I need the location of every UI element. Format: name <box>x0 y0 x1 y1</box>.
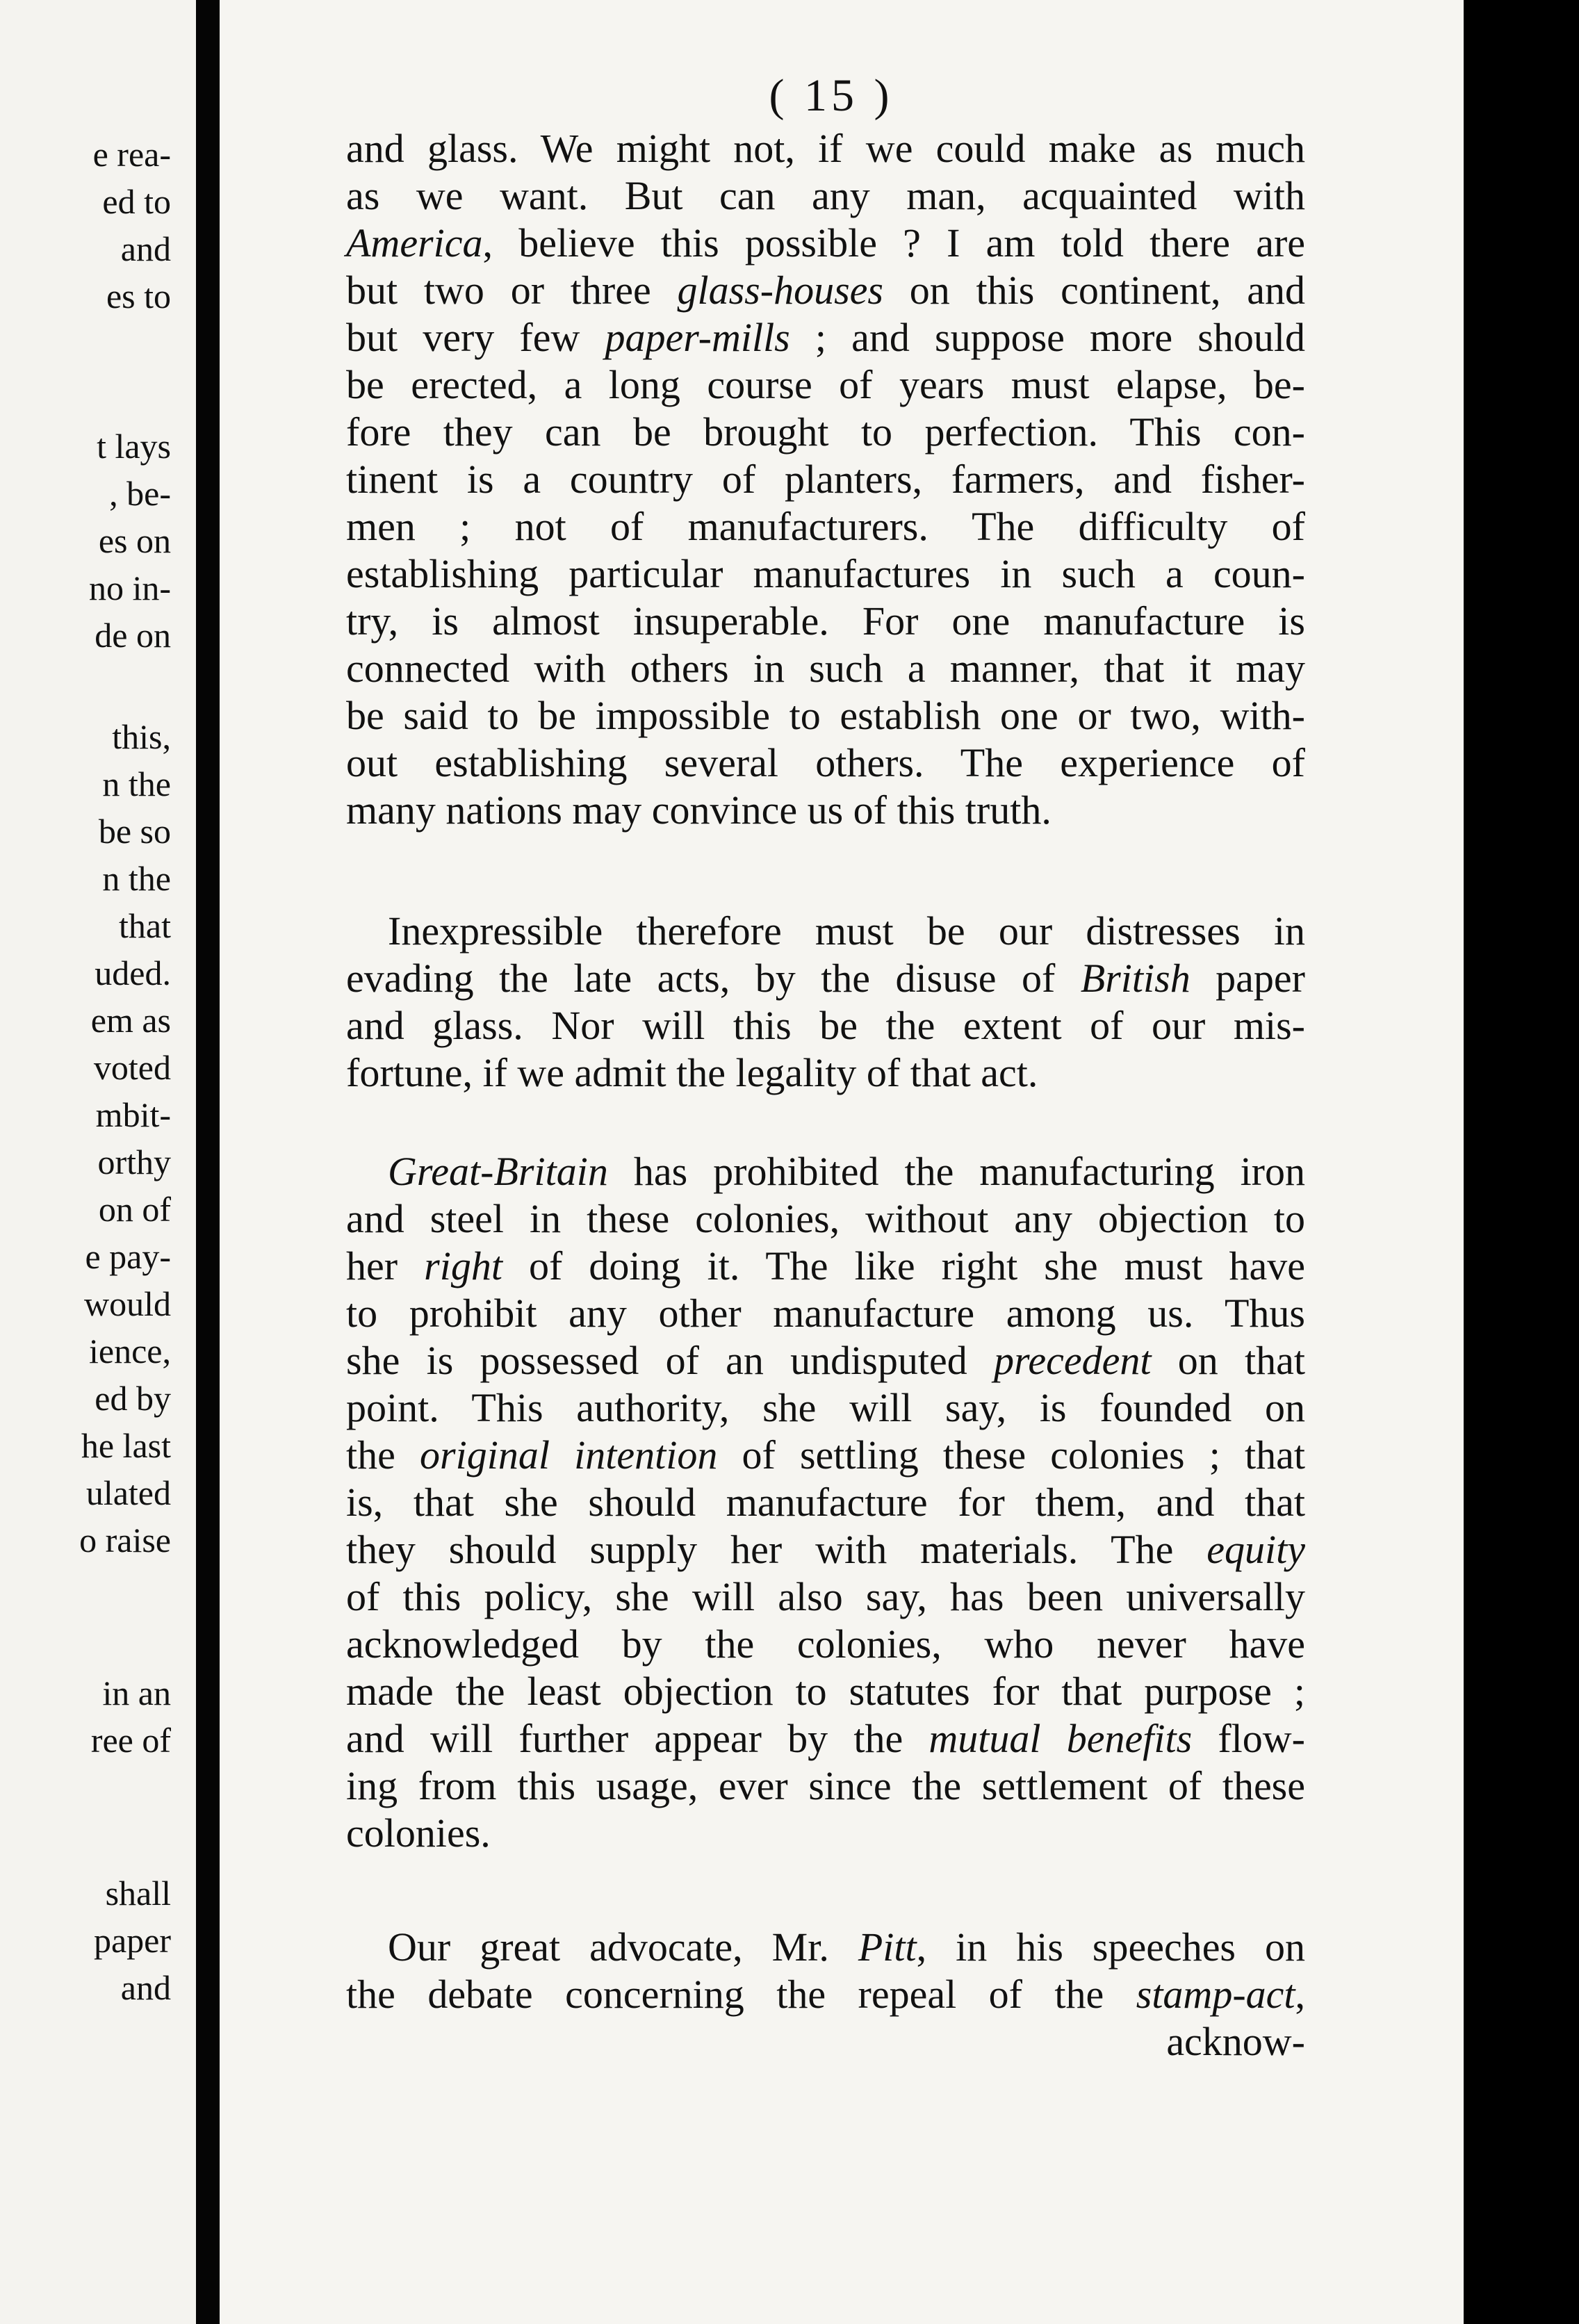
text-line <box>346 361 1305 409</box>
text-segment: of settling these colonies ; that <box>717 1432 1305 1478</box>
left-page-line: be so <box>98 812 171 851</box>
left-page-line: e pay- <box>85 1237 171 1276</box>
text-line <box>346 1924 1305 1971</box>
text-segment: be said to be impossible to establish one or two, with- <box>346 693 1305 738</box>
left-page-line: mbit- <box>95 1095 171 1134</box>
italic-text: British <box>1080 956 1191 1001</box>
text-segment: fortune, if we admit the legality of that act. <box>346 1050 1038 1095</box>
text-line <box>346 550 1305 598</box>
left-page-line: ree of <box>90 1721 171 1760</box>
left-page-line: voted <box>93 1048 171 1087</box>
paragraph <box>346 125 1305 834</box>
text-line <box>346 409 1305 456</box>
left-page-line: n the <box>102 764 171 803</box>
italic-text: right <box>424 1243 502 1288</box>
text-segment: they should supply her with materials. The <box>346 1527 1207 1572</box>
text-segment: paper <box>1190 956 1305 1001</box>
page-edge-shadow <box>1464 0 1579 2324</box>
text-segment: the <box>346 1432 420 1478</box>
text-line <box>346 1002 1305 1049</box>
text-segment: men ; not of manufacturers. The difficulty of <box>346 504 1305 549</box>
text-line <box>346 1148 1305 1195</box>
text-line <box>346 1479 1305 1526</box>
text-line <box>346 1762 1305 1810</box>
text-line <box>346 1432 1305 1479</box>
paragraph <box>346 908 1305 1097</box>
text-segment: , believe this possible ? I am told there are <box>482 220 1305 265</box>
text-line <box>346 1243 1305 1290</box>
paragraph <box>346 1924 1305 2065</box>
text-segment: on this continent, and <box>883 268 1305 313</box>
text-segment: try, is almost insuperable. For one manufacture is <box>346 598 1305 644</box>
italic-text: precedent <box>993 1338 1152 1383</box>
text-line <box>346 645 1305 692</box>
text-segment: , in his speeches on <box>916 1924 1305 1970</box>
left-page-line: o raise <box>79 1521 171 1560</box>
page-number: ( 15 ) <box>769 70 894 121</box>
text-segment: and will further appear by the <box>346 1716 929 1761</box>
left-page-line: ed to <box>102 182 171 221</box>
text-segment: as we want. But can any man, acquainted with <box>346 173 1305 218</box>
text-segment: she is possessed of an undisputed <box>346 1338 994 1383</box>
text-segment: of doing it. The like right she must have <box>502 1243 1305 1288</box>
left-page-line: es to <box>106 277 171 316</box>
text-segment: acknow- <box>1166 2019 1305 2064</box>
text-line <box>346 692 1305 739</box>
left-page-line: de on <box>95 616 171 655</box>
italic-text: mutual benefits <box>928 1716 1193 1761</box>
left-page-line: he last <box>81 1426 171 1465</box>
text-line <box>346 1526 1305 1573</box>
left-facing-page <box>0 0 196 2324</box>
text-line <box>346 1573 1305 1621</box>
text-segment: her <box>346 1243 425 1288</box>
italic-text: stamp-act <box>1136 1972 1295 2017</box>
text-line <box>346 955 1305 1002</box>
left-page-line: ed by <box>95 1379 171 1418</box>
left-page-line: that <box>119 906 171 945</box>
left-page-line: no in- <box>88 568 171 607</box>
text-segment: and steel in these colonies, without any objection to <box>346 1196 1305 1241</box>
text-line <box>346 1290 1305 1337</box>
text-segment: be erected, a long course of years must elapse, be- <box>346 362 1305 407</box>
paragraph <box>346 1148 1305 1857</box>
text-line <box>346 267 1305 314</box>
text-segment: fore they can be brought to perfection. This con- <box>346 409 1305 455</box>
left-page-line: on of <box>98 1190 171 1229</box>
text-segment: connected with others in such a manner, that it may <box>346 646 1305 691</box>
text-segment: , <box>1295 1972 1305 2017</box>
text-segment: point. This authority, she will say, is founded on <box>346 1385 1305 1430</box>
text-line <box>346 2018 1305 2065</box>
left-page-line: ience, <box>89 1332 171 1370</box>
text-segment: on that <box>1151 1338 1305 1383</box>
text-line <box>346 125 1305 172</box>
italic-text: glass-houses <box>677 268 883 313</box>
text-segment: but very few <box>346 315 605 360</box>
left-page-line: n the <box>102 859 171 898</box>
left-page-line: paper <box>93 1921 171 1960</box>
text-line <box>346 1384 1305 1432</box>
text-segment: many nations may convince us of this truth. <box>346 787 1052 833</box>
text-line <box>346 1195 1305 1243</box>
italic-text: original intention <box>420 1432 718 1478</box>
text-segment: establishing particular manufactures in such a coun- <box>346 551 1305 596</box>
italic-text: America <box>346 220 483 265</box>
text-segment: flow- <box>1192 1716 1305 1761</box>
left-page-line: t lays <box>97 427 171 466</box>
italic-text: paper-mills <box>605 315 790 360</box>
text-line <box>346 1971 1305 2018</box>
page-gutter <box>196 0 220 2324</box>
left-page-line: ulated <box>85 1473 171 1512</box>
text-line <box>346 1337 1305 1384</box>
text-line <box>346 456 1305 503</box>
left-page-line: es on <box>98 521 171 560</box>
text-segment: the debate concerning the repeal of the <box>346 1972 1136 2017</box>
text-segment: but two or three <box>346 268 678 313</box>
text-line <box>346 172 1305 220</box>
left-page-line: orthy <box>97 1143 171 1181</box>
text-segment: of this policy, she will also say, has been universally <box>346 1574 1305 1619</box>
left-page-line: this, <box>112 717 171 756</box>
text-segment: acknowledged by the colonies, who never have <box>346 1621 1305 1667</box>
left-page-line: e rea- <box>92 135 171 174</box>
text-segment: has prohibited the manufacturing iron <box>607 1149 1305 1194</box>
text-segment: and glass. Nor will this be the extent of our mis- <box>346 1003 1305 1048</box>
text-segment: is, that she should manufacture for them, and that <box>346 1480 1305 1525</box>
italic-text: Pitt <box>858 1924 917 1970</box>
text-segment: ing from this usage, ever since the settlement of these <box>346 1763 1305 1808</box>
text-line <box>346 739 1305 787</box>
text-segment: evading the late acts, by the disuse of <box>346 956 1081 1001</box>
text-segment: to prohibit any other manufacture among us. Thus <box>346 1291 1305 1336</box>
text-line <box>346 1668 1305 1715</box>
text-line <box>346 1810 1305 1857</box>
text-segment: out establishing several others. The experience of <box>346 740 1305 785</box>
italic-text: Great-Britain <box>388 1149 608 1194</box>
text-segment: Our great advocate, Mr. <box>388 1924 858 1970</box>
main-page <box>220 0 1464 2324</box>
text-line <box>346 598 1305 645</box>
text-line <box>346 503 1305 550</box>
text-segment: colonies. <box>346 1810 491 1856</box>
text-segment: Inexpressible therefore must be our distresses in <box>388 908 1305 954</box>
text-line <box>346 314 1305 361</box>
left-page-line: would <box>84 1284 171 1323</box>
text-line <box>346 908 1305 955</box>
left-page-line: and <box>120 229 171 268</box>
text-segment: and glass. We might not, if we could make as much <box>346 126 1305 171</box>
text-line <box>346 1715 1305 1762</box>
text-line <box>346 1621 1305 1668</box>
left-page-line: and <box>120 1968 171 2007</box>
text-line <box>346 1049 1305 1097</box>
text-segment: made the least objection to statutes for that purpose ; <box>346 1669 1305 1714</box>
left-page-line: uded. <box>95 954 171 992</box>
left-page-line: in an <box>102 1674 171 1712</box>
text-line <box>346 787 1305 834</box>
left-page-line: em as <box>90 1001 171 1040</box>
italic-text: equity <box>1206 1527 1305 1572</box>
left-page-line: , be- <box>109 474 171 513</box>
text-segment: ; and suppose more should <box>789 315 1305 360</box>
text-segment: tinent is a country of planters, farmers, and fisher- <box>346 457 1305 502</box>
left-page-line: shall <box>105 1874 171 1913</box>
text-line <box>346 220 1305 267</box>
